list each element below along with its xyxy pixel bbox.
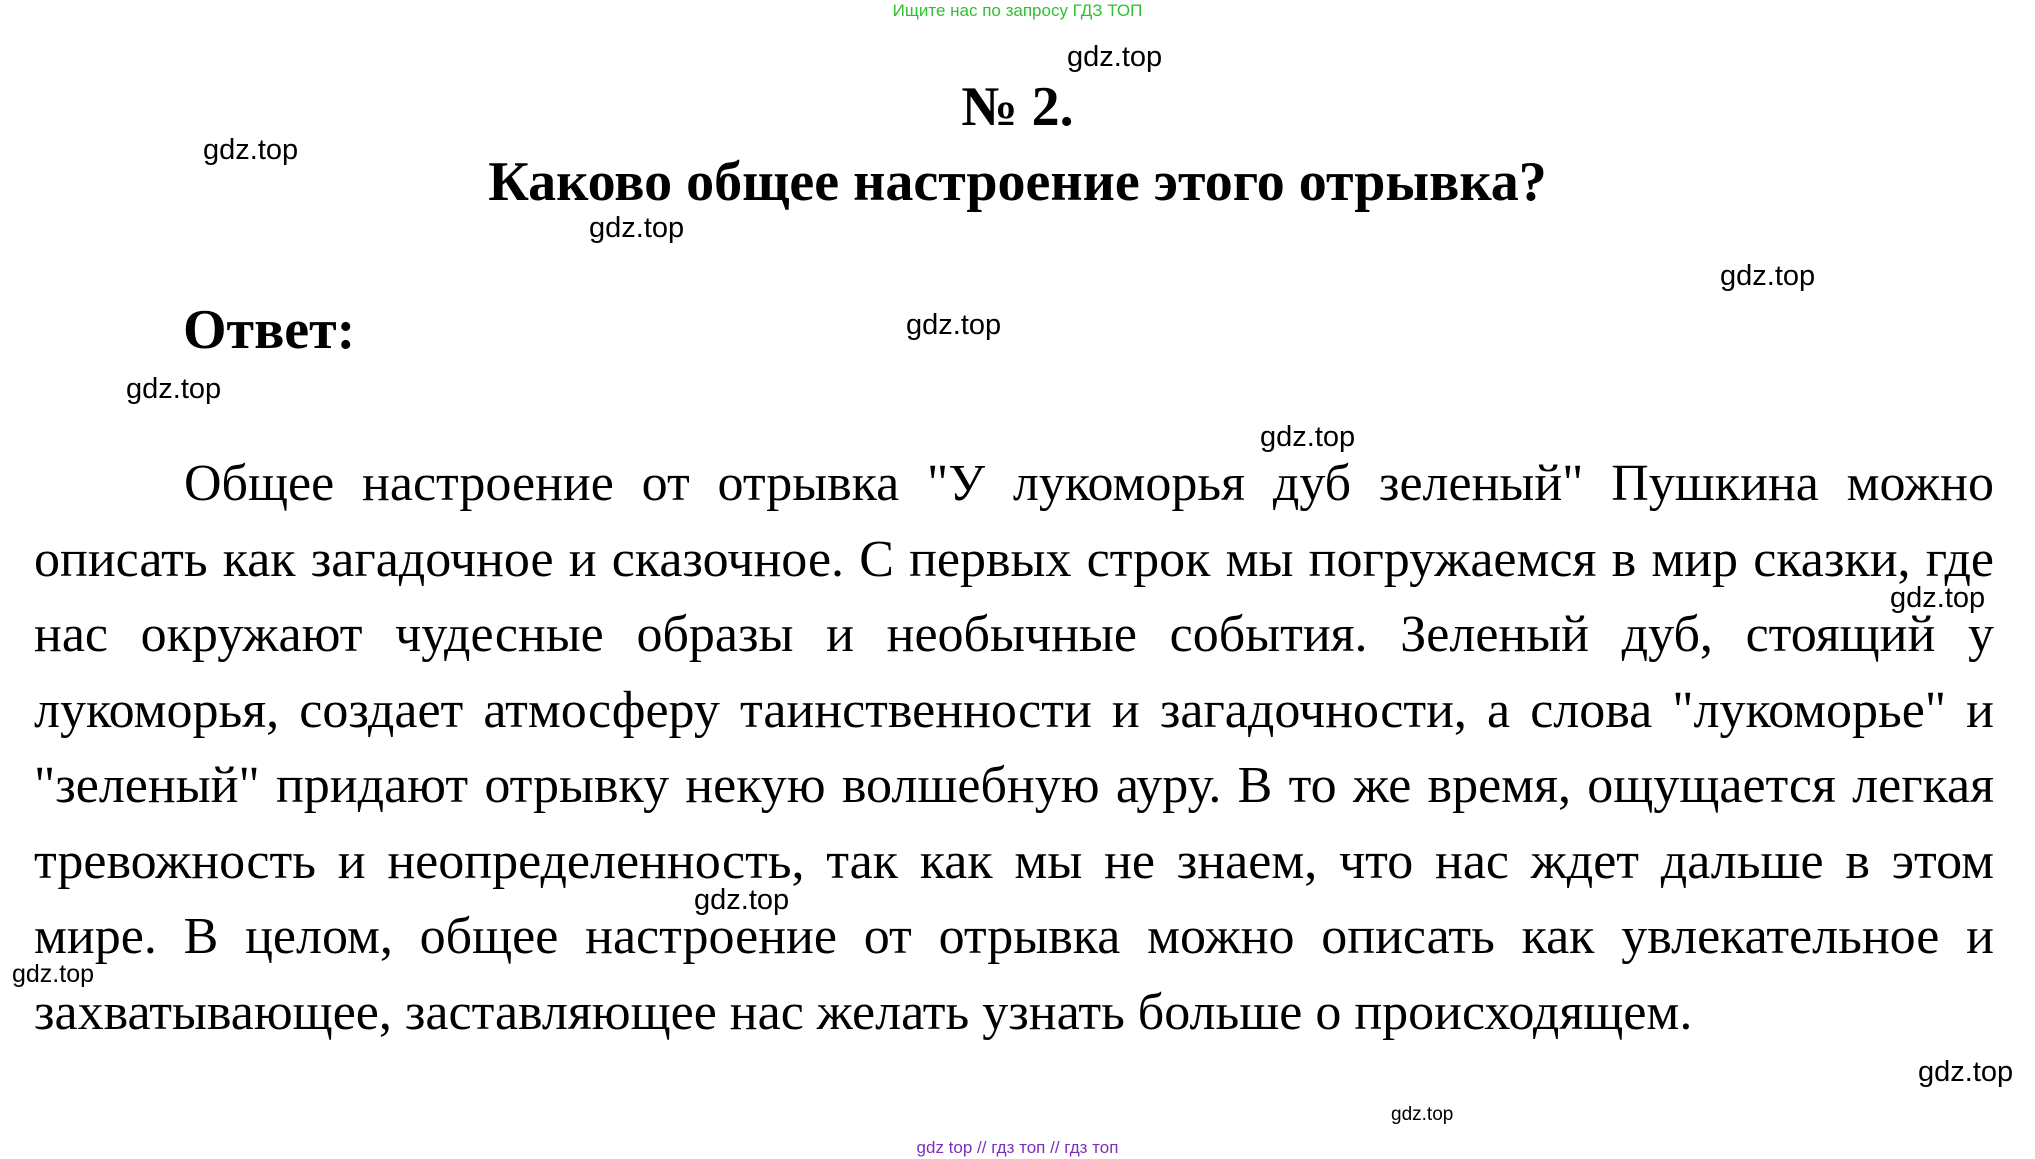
watermark: gdz.top — [126, 373, 222, 405]
question-heading: Каково общее настроение этого отрывка? — [488, 151, 1547, 213]
watermark: gdz.top — [1260, 421, 1356, 453]
footer-link-gdz-top-ru[interactable]: гдз топ — [991, 1138, 1046, 1157]
search-hint-link[interactable]: Ищите нас по запросу ГДЗ ТОП — [892, 1, 1143, 20]
watermark: gdz.top — [203, 134, 299, 166]
watermark: gdz.top — [1720, 260, 1816, 292]
watermark: gdz.top — [694, 884, 790, 916]
watermark: gdz.top — [12, 960, 95, 988]
footer-link-gdz-top-ru-2[interactable]: гдз топ — [1064, 1138, 1119, 1157]
watermark: gdz.top — [1067, 41, 1163, 73]
exercise-number: № 2. — [961, 76, 1074, 138]
footer-link-gdz-top[interactable]: gdz top — [916, 1138, 973, 1157]
watermark: gdz.top — [1890, 582, 1986, 614]
watermark: gdz.top — [906, 309, 1002, 341]
answer-label: Ответ: — [183, 299, 356, 361]
footer-separator: // — [1050, 1138, 1060, 1157]
footer-separator: // — [977, 1138, 987, 1157]
watermark: gdz.top — [589, 212, 685, 244]
watermark: gdz.top — [1391, 1104, 1454, 1125]
answer-text: Общее настроение от отрывка "У лукоморья дуб зеленый" Пушкина можно описать как загадочное и сказочное. С первых строк мы погружаемся в мир сказки, где нас окружают чудесные образы и необычные события. Зеленый дуб, стоящий у лукоморья, создает атмосферу таинственности и загадочности, а слова "лукоморье" и "зеленый" придают отрывку некую волшебную ауру. В то же время, ощущается легкая тревожность и неопределенность, так как мы не знаем, что нас ждет дальше в этом мире. В целом, общее настроение от отрывка можно описать как увлекательное и захватывающее, заставляющее нас желать узнать больше о происходящем. — [34, 455, 1994, 1041]
watermark: gdz.top — [1918, 1056, 2014, 1088]
footer-links — [0, 1138, 2035, 1158]
